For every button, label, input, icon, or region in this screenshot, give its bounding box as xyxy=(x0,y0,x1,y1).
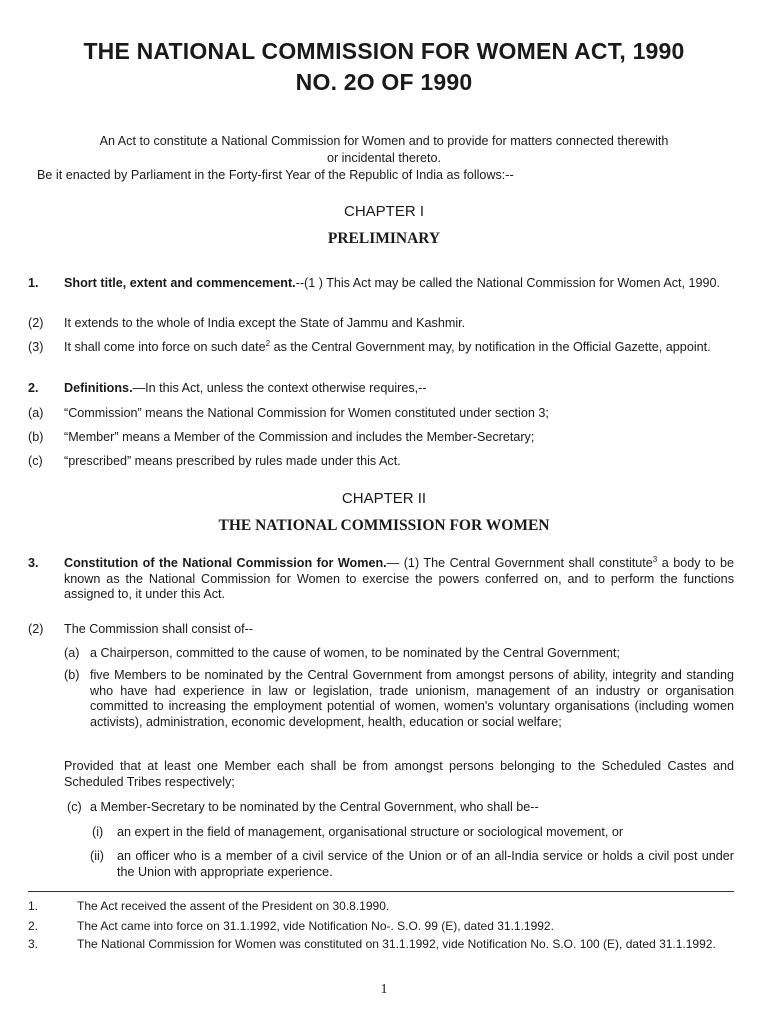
definition-text: “Commission” means the National Commission for Women constituted under section 3; xyxy=(64,406,549,420)
footnote-ref: 2 xyxy=(265,338,271,348)
clause-text: a Chairperson, committed to the cause of women, to be nominated by the Central Government; xyxy=(90,646,620,660)
section-1 xyxy=(64,276,734,292)
clause-number: (2) xyxy=(28,316,44,330)
clause-text xyxy=(64,340,734,356)
clause-number: (a) xyxy=(28,406,44,420)
footnote-number: 1. xyxy=(28,899,39,913)
section-number: 2. xyxy=(28,381,39,395)
subclause-number: (ii) xyxy=(90,849,104,863)
enacting-clause: Be it enacted by Parliament in the Forty-first Year of the Republic of India as follows:-- xyxy=(37,168,514,182)
footnote-text: The Act received the assent of the President on 30.8.1990. xyxy=(77,899,390,913)
definition-text: “Member” means a Member of the Commission and includes the Member-Secretary; xyxy=(64,430,535,444)
clause-number: (2) xyxy=(28,622,44,636)
act-number: NO. 2O OF 1990 xyxy=(295,69,473,95)
section-text: — (1) The Central Government shall constitute xyxy=(386,556,653,570)
page-number: 1 xyxy=(380,982,388,997)
proviso-text: Provided that at least one Member each shall be from amongst persons belonging to the Scheduled Castes and Scheduled Tribes respectively; xyxy=(64,759,734,789)
clause-number: (c) xyxy=(67,800,82,814)
section-heading: Definitions. xyxy=(64,381,133,395)
chapter-2-heading: THE NATIONAL COMMISSION FOR WOMEN xyxy=(218,517,550,534)
footnote-ref: 3 xyxy=(652,554,658,564)
clause-text: It extends to the whole of India except the State of Jammu and Kashmir. xyxy=(64,316,466,330)
act-title: THE NATIONAL COMMISSION FOR WOMEN ACT, 1990 xyxy=(83,38,685,64)
clause-text: five Members to be nominated by the Central Government from amongst persons of ability, integrity and standing who have had experience in law or legislation, trade unionism, management of an industry or organisation committed to increasing the employment potential of women, women's voluntary organisations (including women activists), administration, economic development, health, education or social welfare; xyxy=(90,668,734,729)
clause-text: a Member-Secretary to be nominated by the Central Government, who shall be-- xyxy=(90,800,539,814)
subclause-text: an officer who is a member of a civil service of the Union or of an all-India service or holds a civil post under the Union with appropriate experience. xyxy=(117,849,734,879)
section-text: —In this Act, unless the context otherwise requires,-- xyxy=(132,381,427,395)
clause-text-part: as the Central Government may, by notification in the Official Gazette, appoint. xyxy=(270,340,711,354)
footnote-text: The National Commission for Women was constituted on 31.1.1992, vide Notification No. S.O. 100 (E), dated 31.1.1992. xyxy=(77,937,716,951)
clause-text-part: It shall come into force on such date xyxy=(64,340,266,354)
clause-text: The Commission shall consist of-- xyxy=(64,622,253,636)
clause-number: (b) xyxy=(28,430,44,444)
chapter-2-label: CHAPTER II xyxy=(341,490,427,507)
subclause-number: (i) xyxy=(92,825,104,839)
clause-number: (b) xyxy=(64,668,80,682)
intro-line-2: or incidental thereto. xyxy=(326,151,442,165)
footnote-text: The Act came into force on 31.1.1992, vide Notification No-. S.O. 99 (E), dated 31.1.1992. xyxy=(77,919,554,933)
section-heading: Short title, extent and commencement. xyxy=(64,276,296,290)
footnote-divider xyxy=(28,891,734,892)
section-text: --(1 ) This Act may be called the National Commission for Women Act, 1990. xyxy=(295,276,721,290)
definition-text: “prescribed” means prescribed by rules made under this Act. xyxy=(64,454,401,468)
subclause-text: an expert in the field of management, organisational structure or sociological movement, or xyxy=(117,825,624,839)
clause-number: (3) xyxy=(28,340,44,354)
section-heading: Constitution of the National Commission for Women. xyxy=(64,556,387,570)
section-3 xyxy=(64,556,734,603)
section-text: a body to be known as the National Commission for Women to exercise the powers conferred on, and to perform the functions assigned to, it under this Act. xyxy=(64,556,735,601)
clause-number: (c) xyxy=(28,454,43,468)
clause-number: (a) xyxy=(64,646,80,660)
footnote-number: 2. xyxy=(28,919,39,933)
section-number: 3. xyxy=(28,556,39,570)
section-number: 1. xyxy=(28,276,39,290)
chapter-1-heading: PRELIMINARY xyxy=(327,230,441,247)
chapter-1-label: CHAPTER I xyxy=(343,203,424,220)
intro-line-1: An Act to constitute a National Commission for Women and to provide for matters connected therewith xyxy=(99,134,669,148)
footnote-number: 3. xyxy=(28,937,39,951)
section-2 xyxy=(64,381,734,397)
